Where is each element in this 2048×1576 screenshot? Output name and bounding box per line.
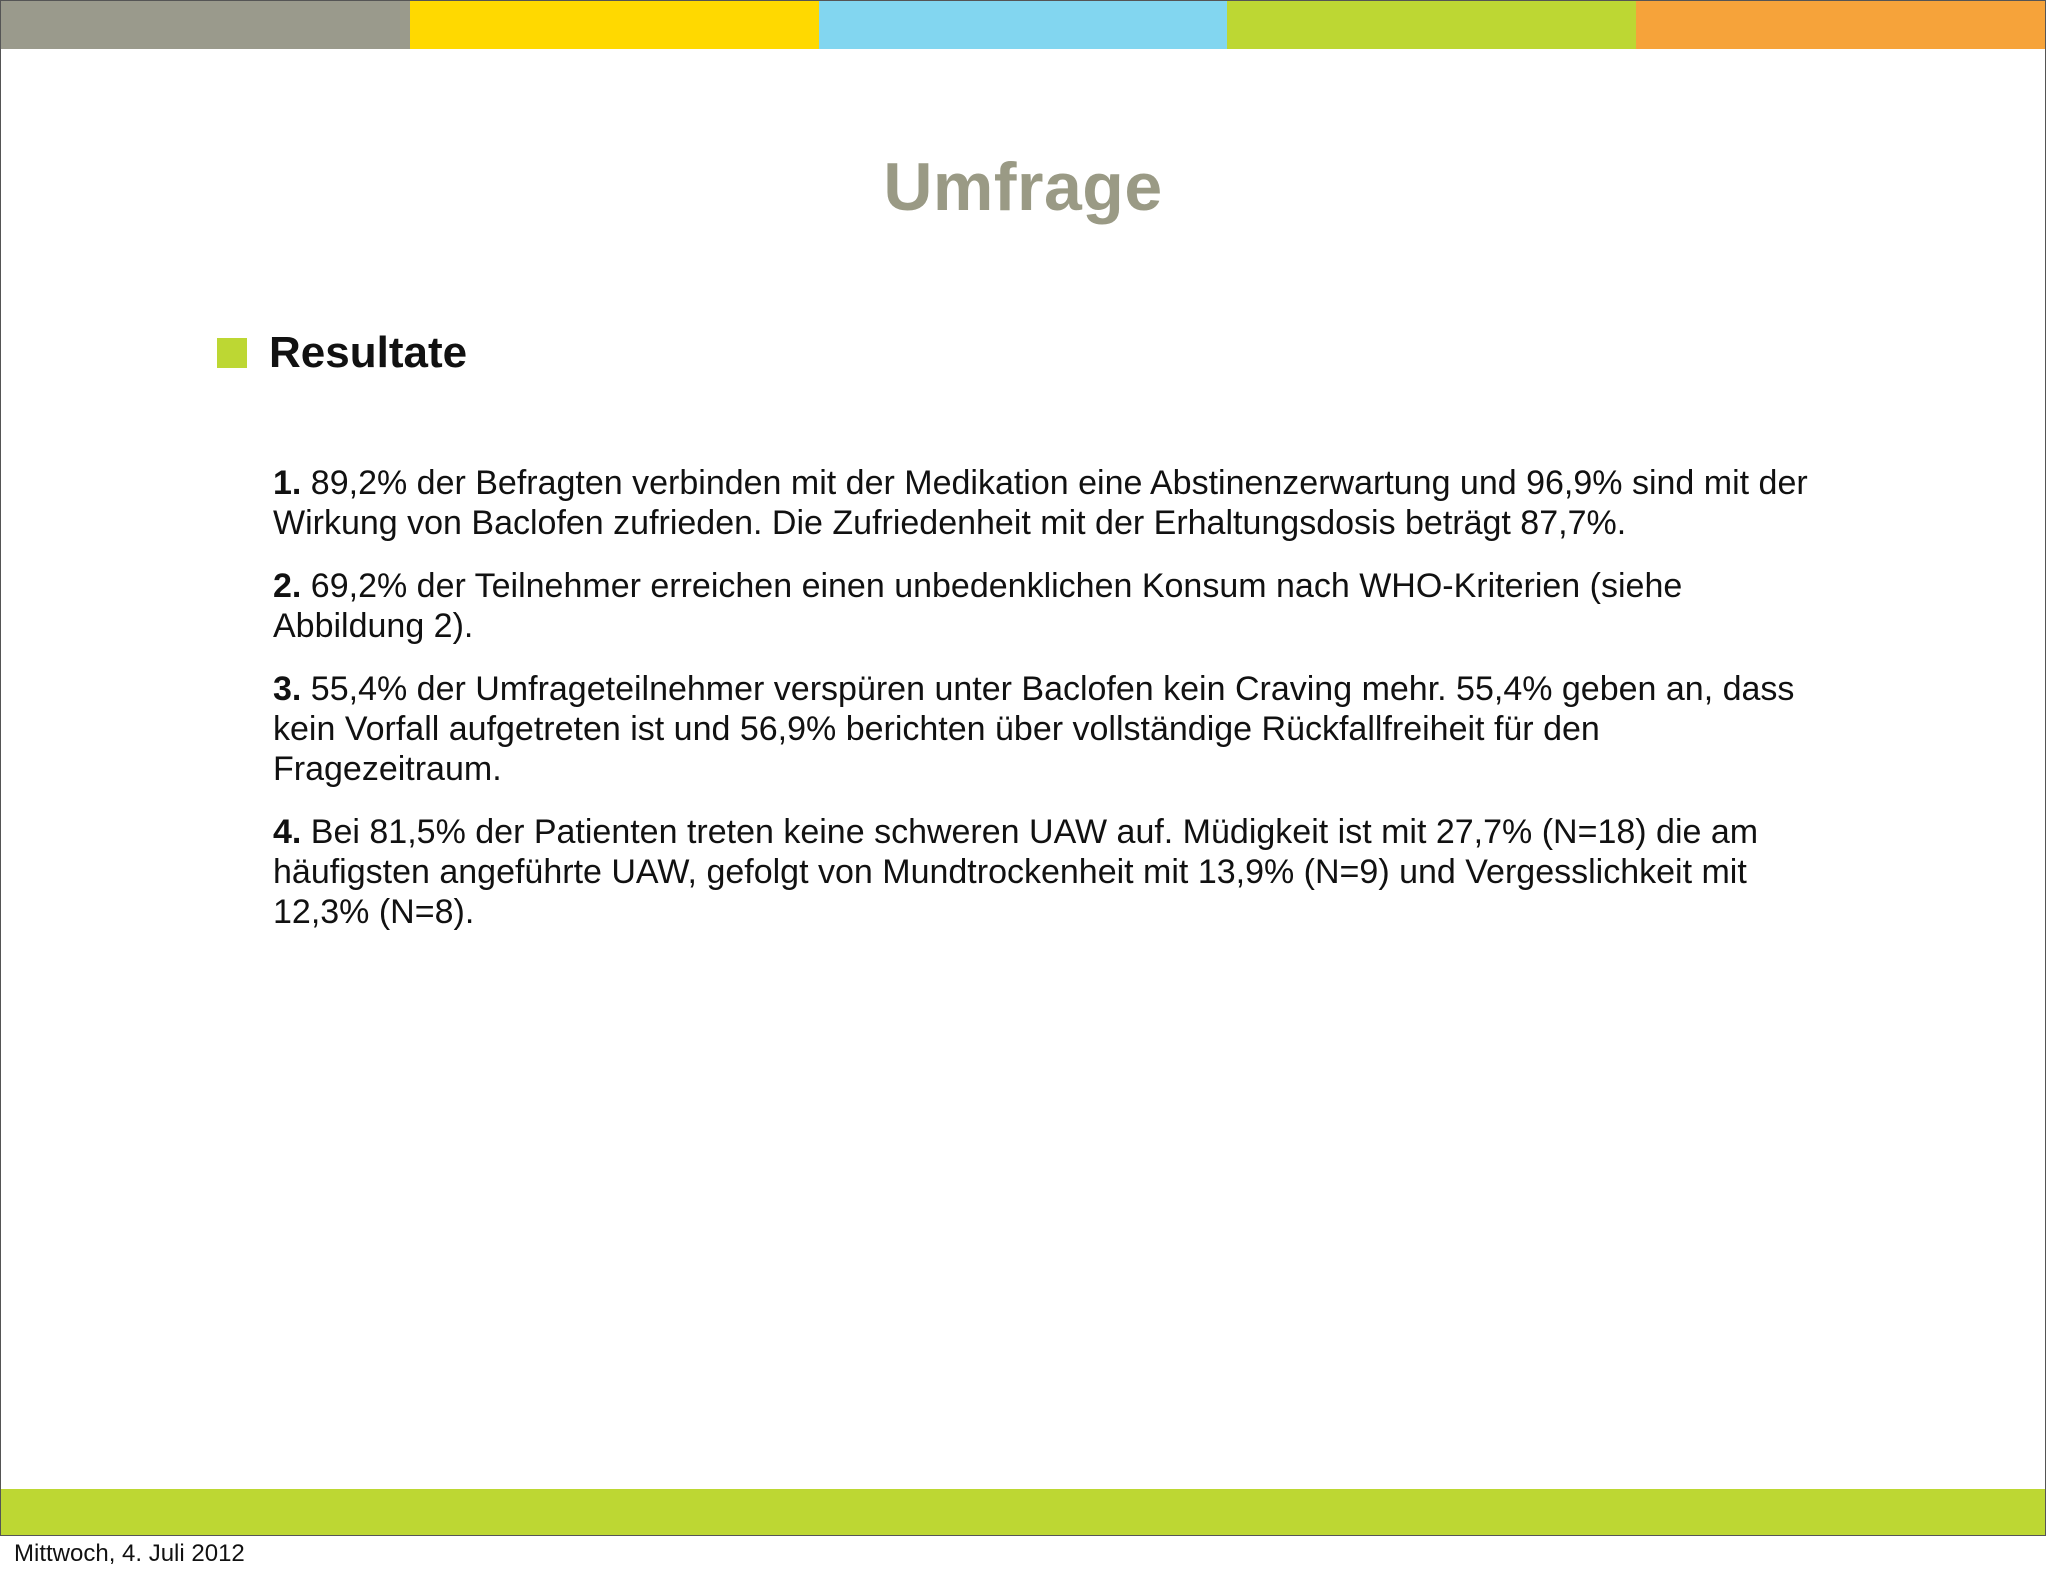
bottom-color-bar — [1, 1489, 2045, 1536]
square-bullet-icon — [217, 338, 247, 368]
result-item-3 — [273, 669, 1833, 789]
result-item-1 — [273, 463, 1833, 543]
section-header — [217, 328, 468, 377]
results-list — [273, 463, 1833, 955]
top-bar-segment-orange — [1636, 1, 2045, 49]
top-bar-segment-gray — [1, 1, 410, 49]
result-number: 4. — [273, 813, 302, 851]
result-number: 3. — [273, 670, 302, 708]
top-bar-segment-yellow — [410, 1, 819, 49]
top-bar-segment-green — [1227, 1, 1636, 49]
result-text: Bei 81,5% der Patienten treten keine schweren UAW auf. Müdigkeit ist mit 27,7% (N=18) die am häufigsten angeführte UAW, gefolgt von Mundtrockenheit mit 13,9% (N=9) und Vergesslichkeit mit 12,3% (N=8). — [273, 813, 1759, 931]
result-number: 1. — [273, 464, 302, 502]
result-item-4 — [273, 812, 1833, 932]
result-item-2 — [273, 566, 1833, 646]
result-text: 89,2% der Befragten verbinden mit der Medikation eine Abstinenzerwartung und 96,9% sind mit der Wirkung von Baclofen zufrieden. Die Zufriedenheit mit der Erhaltungsdosis beträgt 87,7%. — [273, 464, 1808, 542]
slide-title: Umfrage — [883, 149, 1163, 225]
top-color-bar — [1, 1, 2045, 49]
result-number: 2. — [273, 567, 302, 605]
top-bar-segment-blue — [819, 1, 1228, 49]
footer-date: Mittwoch, 4. Juli 2012 — [14, 1540, 245, 1567]
result-text: 55,4% der Umfrageteilnehmer verspüren unter Baclofen kein Craving mehr. 55,4% geben an, dass kein Vorfall aufgetreten ist und 56,9% berichten über vollständige Rückfallfreiheit für den Fragezeitraum. — [273, 670, 1795, 788]
result-text: 69,2% der Teilnehmer erreichen einen unbedenklichen Konsum nach WHO-Kriterien (siehe Abbildung 2). — [273, 567, 1683, 645]
section-heading: Resultate — [269, 328, 468, 377]
